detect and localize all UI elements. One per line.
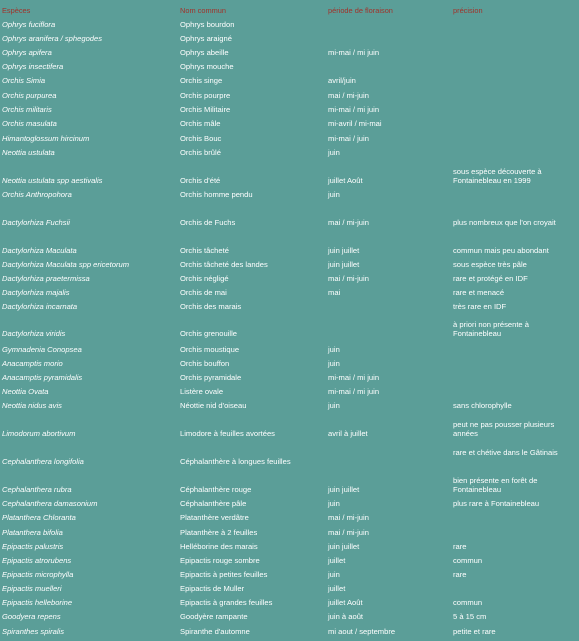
cell-espece: Epipactis palustris [2,542,64,551]
cell-precision: commun [453,556,483,565]
cell-nom-commun: Epipactis rouge sombre [180,556,260,565]
cell-nom-commun: Orchis mâle [180,119,221,128]
cell-espece: Platanthera bifolia [2,528,63,537]
cell-espece: Dactylorhiza Maculata [2,246,77,255]
cell-periode: juillet [328,556,346,565]
cell-espece: Ophrys apifera [2,48,52,57]
cell-precision: bien présente en forêt de Fontainebleau [453,476,538,494]
cell-precision: sous espèce découverte à Fontainebleau en 1999 [453,167,542,185]
cell-espece: Cephalanthera rubra [2,485,72,494]
cell-nom-commun: Céphalanthère pâle [180,499,247,508]
cell-espece: Dactylorhiza Maculata spp ericetorum [2,260,130,269]
cell-periode: mi-mai / mi juin [328,387,380,396]
cell-espece: Dactylorhiza viridis [2,329,66,338]
cell-espece: Himantoglossum hircinum [2,134,90,143]
cell-periode: juin [328,148,340,157]
cell-nom-commun: Orchis d'été [180,176,221,185]
cell-nom-commun: Orchis des marais [180,302,242,311]
cell-nom-commun: Goodyère rampante [180,612,248,621]
cell-nom-commun: Limodore à feuilles avortées [180,429,275,438]
cell-periode: avril à juillet [328,429,368,438]
cell-espece: Epipactis helleborine [2,598,73,607]
cell-periode: juin juillet [328,542,360,551]
cell-precision: plus rare à Fontainebleau [453,499,540,508]
header-especes: Espèces [2,6,31,15]
cell-espece: Cephalanthera longifolia [2,457,84,466]
cell-periode: mi aout / septembre [328,627,396,636]
cell-periode: mi-avril / mi-mai [328,119,382,128]
cell-periode: juin à août [328,612,364,621]
cell-precision: commun [453,598,483,607]
cell-nom-commun: Platanthère verdâtre [180,513,249,522]
cell-espece: Spiranthes spiralis [2,627,65,636]
cell-periode: mai / mi-juin [328,513,369,522]
cell-nom-commun: Néottie nid d'oiseau [180,401,247,410]
cell-precision: sans chlorophylle [453,401,512,410]
cell-periode: mai / mi-juin [328,528,369,537]
cell-espece: Neottia ustulata spp aestivalis [2,176,103,185]
cell-espece: Dactylorhiza praetermissa [2,274,90,283]
cell-nom-commun: Orchis pyramidale [180,373,242,382]
cell-periode: mai [328,288,341,297]
cell-periode: mai / mi-juin [328,218,369,227]
header-precision: précision [453,6,483,15]
cell-nom-commun: Epipactis à grandes feuilles [180,598,273,607]
cell-precision: rare [453,542,467,551]
cell-nom-commun: Orchis tâcheté [180,246,229,255]
cell-espece: Dactylorhiza incarnata [2,302,78,311]
cell-nom-commun: Céphalanthère rouge [180,485,252,494]
cell-precision: petite et rare [453,627,496,636]
cell-precision: rare [453,570,467,579]
cell-nom-commun: Orchis bouffon [180,359,230,368]
cell-precision: à priori non présente à Fontainebleau [453,320,529,338]
cell-espece: Cephalanthera damasonium [2,499,98,508]
cell-nom-commun: Orchis de mai [180,288,227,297]
cell-nom-commun: Ophrys abeille [180,48,229,57]
cell-periode: juin [328,359,340,368]
cell-espece: Neottia nidus avis [2,401,62,410]
cell-precision: 5 à 15 cm [453,612,487,621]
cell-nom-commun: Ophrys mouche [180,62,234,71]
cell-espece: Orchis Anthropohora [2,190,72,199]
cell-espece: Orchis Simia [2,76,46,85]
cell-periode: juin [328,190,340,199]
cell-periode: mai / mi-juin [328,274,369,283]
cell-nom-commun: Orchis tâcheté des landes [180,260,268,269]
cell-espece: Dactylorhiza majalis [2,288,70,297]
cell-espece: Orchis masulata [2,119,57,128]
cell-espece: Epipactis atrorubens [2,556,72,565]
cell-espece: Gymnadenia Conopsea [2,345,82,354]
cell-nom-commun: Orchis négligé [180,274,229,283]
cell-nom-commun: Ophrys araigné [180,34,232,43]
cell-precision: rare et menacé [453,288,505,297]
cell-espece: Goodyera repens [2,612,61,621]
cell-nom-commun: Orchis pourpre [180,91,231,100]
cell-precision: sous espèce très pâle [453,260,527,269]
cell-precision: rare et chétive dans le Gâtinais [453,448,558,457]
cell-nom-commun: Platanthère à 2 feuilles [180,528,258,537]
cell-nom-commun: Orchis brûlé [180,148,221,157]
cell-espece: Orchis militaris [2,105,52,114]
cell-periode: mai / mi-juin [328,91,369,100]
cell-espece: Dactylorhiza Fuchsii [2,218,70,227]
cell-nom-commun: Helléborine des marais [180,542,258,551]
cell-periode: juillet Août [328,176,363,185]
cell-periode: avril/juin [328,76,356,85]
cell-periode: juin juillet [328,246,360,255]
cell-espece: Neottia ustulata [2,148,55,157]
cell-espece: Ophrys aranifera / sphegodes [2,34,103,43]
cell-nom-commun: Epipactis de Muller [180,584,245,593]
cell-periode: mi-mai / mi juin [328,373,380,382]
cell-periode: juin [328,401,340,410]
cell-periode: juin [328,570,340,579]
cell-espece: Limodorum abortivum [2,429,76,438]
cell-nom-commun: Orchis de Fuchs [180,218,236,227]
cell-periode: juin [328,499,340,508]
cell-nom-commun: Epipactis à petites feuilles [180,570,268,579]
cell-espece: Orchis purpurea [2,91,57,100]
cell-nom-commun: Listère ovale [180,387,224,396]
cell-periode: juin [328,345,340,354]
cell-espece: Epipactis muelleri [2,584,62,593]
cell-precision: commun mais peu abondant [453,246,549,255]
cell-precision: très rare en IDF [453,302,507,311]
cell-precision: peut ne pas pousser plusieurs années [453,420,555,438]
cell-periode: mi-mai / juin [328,134,369,143]
cell-nom-commun: Spiranthe d'automne [180,627,250,636]
cell-periode: juin juillet [328,260,360,269]
cell-espece: Ophrys fuciflora [2,20,56,29]
cell-espece: Anacamptis pyramidalis [2,373,83,382]
cell-precision: rare et protégé en IDF [453,274,528,283]
cell-nom-commun: Orchis Militaire [180,105,231,114]
cell-nom-commun: Orchis homme pendu [180,190,253,199]
cell-nom-commun: Orchis singe [180,76,223,85]
cell-espece: Epipactis microphylla [2,570,74,579]
cell-nom-commun: Céphalanthère à longues feuilles [180,457,291,466]
cell-periode: juin juillet [328,485,360,494]
header-periode: période de floraison [328,6,393,15]
cell-precision: plus nombreux que l'on croyait [453,218,556,227]
cell-espece: Neottia Ovata [2,387,49,396]
cell-nom-commun: Orchis grenouille [180,329,237,338]
cell-periode: mi-mai / mi juin [328,105,380,114]
cell-espece: Platanthera Chloranta [2,513,76,522]
cell-periode: juillet [328,584,346,593]
header-nom-commun: Nom commun [180,6,226,15]
cell-periode: juillet Août [328,598,363,607]
cell-espece: Ophrys insectifera [2,62,64,71]
cell-periode: mi-mai / mi juin [328,48,380,57]
cell-espece: Anacamptis morio [2,359,63,368]
cell-nom-commun: Ophrys bourdon [180,20,235,29]
cell-nom-commun: Orchis moustique [180,345,240,354]
cell-nom-commun: Orchis Bouc [180,134,222,143]
